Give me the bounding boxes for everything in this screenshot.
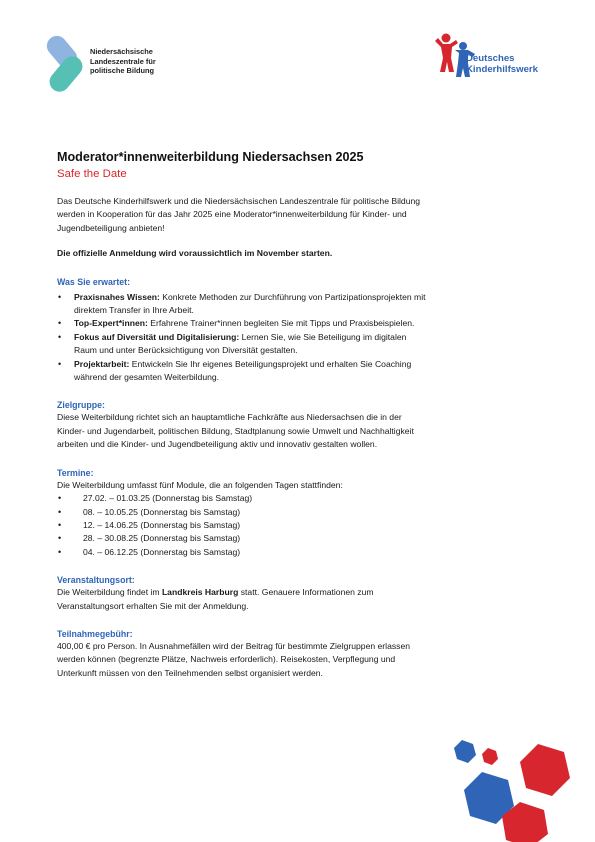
list-item-text: Lernen Sie, wie Sie Beteiligung im digitalen Raum und unter Berücksichtigung von Diversität gestalten. bbox=[74, 331, 407, 356]
date-item: • 04. – 06.12.25 (Donnerstag bis Samstag) bbox=[57, 546, 429, 559]
list-item-text: Konkrete Methoden zur Durchführung von Partizipationsprojekten mit direktem Transfer in Ihre Arbeit. bbox=[74, 291, 426, 316]
list-item-text: Entwickeln Sie Ihr eigenes Beteiligungsprojekt und erhalten Sie Coaching während der gesamten Weiterbildung. bbox=[74, 358, 412, 383]
venue-text-before: Die Weiterbildung findet im bbox=[57, 587, 162, 598]
list-item-term: Praxisnahes Wissen: bbox=[74, 291, 160, 302]
date-item: • 27.02. – 01.03.25 (Donnerstag bis Samstag) bbox=[57, 492, 429, 505]
list-item bbox=[57, 331, 429, 358]
dates-heading: Termine: bbox=[57, 467, 94, 478]
registration-note: Die offizielle Anmeldung wird voraussichtlich im November starten. bbox=[57, 248, 333, 259]
list-item-term: Fokus auf Diversität und Digitalisierung: bbox=[74, 331, 240, 342]
list-item-term: Top-Expert*innen: bbox=[74, 318, 148, 329]
hexagon-red-small bbox=[482, 748, 498, 765]
lpb-name-line: politische Bildung bbox=[90, 66, 155, 76]
target-heading: Zielgruppe: bbox=[57, 400, 105, 411]
venue-heading: Veranstaltungsort: bbox=[57, 575, 135, 586]
lpb-name bbox=[90, 47, 156, 76]
date-item: • 08. – 10.05.25 (Donnerstag bis Samstag) bbox=[57, 506, 429, 519]
document-subtitle: Safe the Date bbox=[57, 168, 127, 180]
dkhw-name-line: Deutsches bbox=[466, 53, 515, 64]
fee-paragraph: 400,00 € pro Person. In Ausnahmefällen wird der Beitrag für bestimmte Zielgruppen erlassen werden können (begrenzte Plätze, Nachweis erforderlich). Reisekosten, Verpflegung und Unterkunft müssen von den Teilnehmenden selbst organisiert werden. bbox=[57, 640, 411, 678]
dates-list bbox=[57, 492, 429, 559]
document-title: Moderator*innenweiterbildung Niedersachsen 2025 bbox=[57, 150, 364, 164]
expect-list bbox=[57, 291, 429, 385]
hexagon-red-large bbox=[520, 744, 570, 796]
intro-paragraph: Das Deutsche Kinderhilfswerk und die Niedersächsischen Landeszentrale für politische Bildung werden in Kooperation für das Jahr 2025 eine Moderator*innenweiterbildung für Kinder- und Jugendbeteiligung anbieten! bbox=[57, 196, 421, 233]
hexagon-blue-small bbox=[454, 740, 476, 763]
date-item: • 28. – 30.08.25 (Donnerstag bis Samstag) bbox=[57, 532, 429, 545]
list-item bbox=[57, 358, 429, 385]
dates-intro: Die Weiterbildung umfasst fünf Module, die an folgenden Tagen stattfinden: bbox=[57, 479, 343, 490]
lpb-logo-mark bbox=[46, 36, 87, 92]
venue-paragraph bbox=[57, 586, 429, 613]
dkhw-name bbox=[466, 53, 538, 75]
target-paragraph: Diese Weiterbildung richtet sich an hauptamtliche Fachkräfte aus Niedersachsen die in der Kinder- und Jugendarbeit, politischen Bildung, Stadtplanung sowie Umwelt und Nachhaltigkeit arbeiten und die Kinder- und Jugendbeteiligung aktiv und innovativ gestalten wollen. bbox=[57, 412, 414, 450]
lpb-name-line: Niedersächsische bbox=[90, 47, 153, 56]
list-item bbox=[57, 317, 429, 330]
venue-text-after: statt. Genauere Informationen zum Veranstaltungsort erhalten Sie mit der Anmeldung. bbox=[57, 587, 374, 611]
date-item: • 12. – 14.06.25 (Donnerstag bis Samstag) bbox=[57, 519, 429, 532]
decorative-hexagons bbox=[440, 740, 595, 842]
dkhw-name-line: Kinderhilfswerk bbox=[466, 64, 538, 75]
fee-heading: Teilnahmegebühr: bbox=[57, 628, 133, 639]
venue-place: Landkreis Harburg bbox=[161, 587, 239, 598]
list-item-term: Projektarbeit: bbox=[74, 358, 130, 369]
list-item-text: Erfahrene Trainer*innen begleiten Sie mit Tipps und Praxisbeispielen. bbox=[147, 318, 415, 329]
expect-heading: Was Sie erwartet: bbox=[57, 276, 131, 287]
document-body bbox=[57, 150, 429, 680]
lpb-name-line: Landeszentrale für bbox=[90, 56, 156, 66]
list-item bbox=[57, 291, 429, 318]
